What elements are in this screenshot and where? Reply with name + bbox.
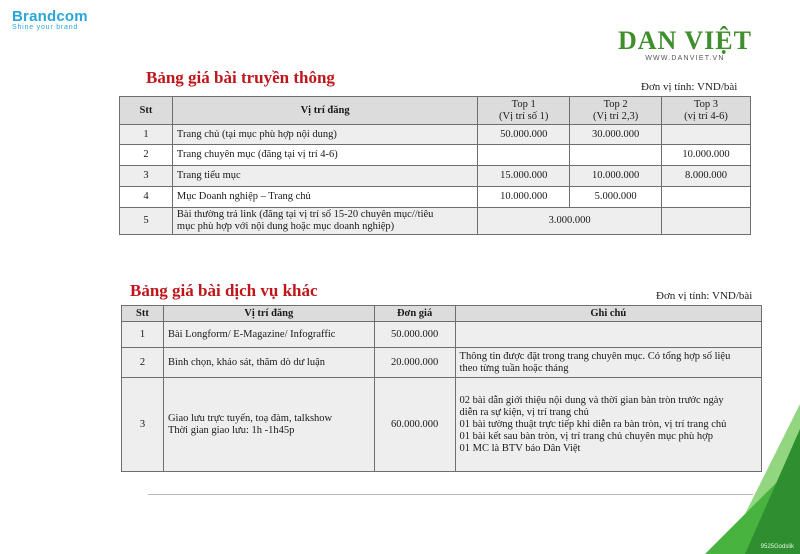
cell-position: Bình chọn, khảo sát, thăm dò dư luận xyxy=(163,348,374,378)
cell-stt: 4 xyxy=(120,187,173,208)
header-stt: Stt xyxy=(120,97,173,125)
table-row xyxy=(120,166,751,187)
note-line: 01 bài tường thuật trực tiếp khi diễn ra bàn tròn, vị trí trang chủ xyxy=(459,418,727,430)
cell-position xyxy=(163,378,374,472)
cell-position: Mục Doanh nghiệp – Trang chủ xyxy=(172,187,477,208)
table-row xyxy=(122,348,762,378)
cell-stt: 1 xyxy=(120,125,173,145)
cell-top2: 5.000.000 xyxy=(570,187,662,208)
header-top2-line1: Top 2 xyxy=(603,98,628,110)
cell-top3 xyxy=(662,125,751,145)
table-row xyxy=(120,187,751,208)
cell-top3 xyxy=(662,187,751,208)
table-row xyxy=(120,145,751,166)
watermark: 9525Godslik xyxy=(760,544,794,550)
cell-stt: 1 xyxy=(122,322,164,348)
logo-url: WWW.DANVIET.VN xyxy=(645,55,725,62)
cell-top1: 10.000.000 xyxy=(478,187,570,208)
table-row xyxy=(122,322,762,348)
footer-divider xyxy=(148,494,753,495)
cell-top2 xyxy=(570,145,662,166)
cell-price: 60.000.000 xyxy=(374,378,455,472)
table-header-row xyxy=(120,97,751,125)
cell-top2: 10.000.000 xyxy=(570,166,662,187)
media-price-table xyxy=(119,96,751,235)
header-price: Đơn giá xyxy=(374,306,455,322)
table-row xyxy=(122,378,762,472)
cell-position: Trang chuyên mục (đăng tại vị trí 4-6) xyxy=(172,145,477,166)
note-line: Thông tin được đặt trong trang chuyên mục. Có tổng hợp số liệu xyxy=(459,350,731,362)
header-top2 xyxy=(570,97,662,125)
brand-name: Brandcom xyxy=(12,8,88,25)
cell-stt: 5 xyxy=(120,208,173,235)
table-header-row xyxy=(122,306,762,322)
header-top3 xyxy=(662,97,751,125)
cell-stt: 2 xyxy=(120,145,173,166)
cell-position: Trang tiểu mục xyxy=(172,166,477,187)
cell-note xyxy=(455,378,761,472)
header-stt: Stt xyxy=(122,306,164,322)
cell-position xyxy=(172,208,477,235)
cell-note xyxy=(455,322,761,348)
cell-top3: 8.000.000 xyxy=(662,166,751,187)
cell-note xyxy=(455,348,761,378)
service-price-table xyxy=(121,305,762,472)
header-top3-line1: Top 3 xyxy=(694,98,719,110)
header-top2-line2: (Vị trí 2,3) xyxy=(593,110,639,122)
cell-top2: 30.000.000 xyxy=(570,125,662,145)
header-position: Vị trí đăng xyxy=(163,306,374,322)
note-line: 02 bài dẫn giới thiệu nội dung và thời gian bàn tròn trước ngày xyxy=(459,394,724,406)
cell-top1 xyxy=(478,145,570,166)
corner-decoration-dark xyxy=(745,429,800,554)
cell-position: Bài Longform/ E-Magazine/ Infograffic xyxy=(163,322,374,348)
cell-merged-price: 3.000.000 xyxy=(478,208,662,235)
header-top3-line2: (vị trí 4-6) xyxy=(684,110,728,122)
cell-position: Trang chủ (tại mục phù hợp nội dung) xyxy=(172,125,477,145)
header-note: Ghi chú xyxy=(455,306,761,322)
logo-name: DAN VIỆT xyxy=(618,26,752,55)
position-line: Thời gian giao lưu: 1h -1h45p xyxy=(167,424,295,436)
note-line: diễn ra sự kiện, vị trí trang chủ xyxy=(459,406,589,418)
note-line: 01 bài kết sau bàn tròn, vị trí trang chủ chuyên mục phù hợp xyxy=(459,430,713,442)
table-row xyxy=(120,208,751,235)
header-top1 xyxy=(478,97,570,125)
note-line: 01 MC là BTV báo Dân Việt xyxy=(459,442,581,454)
cell-position-line2: mục phù hợp với nội dung hoặc mục doanh nghiệp) xyxy=(176,221,395,232)
cell-top3: 10.000.000 xyxy=(662,145,751,166)
header-position: Vị trí đăng xyxy=(172,97,477,125)
position-line: Giao lưu trực tuyến, toạ đàm, talkshow xyxy=(167,412,333,424)
cell-stt: 3 xyxy=(120,166,173,187)
header-top1-line2: (Vị trí số 1) xyxy=(499,110,549,122)
table1-unit: Đơn vị tính: VND/bài xyxy=(641,81,738,93)
cell-empty xyxy=(662,208,751,235)
danviet-logo xyxy=(618,28,752,62)
cell-stt: 2 xyxy=(122,348,164,378)
header-top1-line1: Top 1 xyxy=(511,98,536,110)
brand-tagline: Shine your brand xyxy=(12,24,79,31)
table2-title: Bảng giá bài dịch vụ khác xyxy=(130,281,318,300)
table1-title: Bảng giá bài truyền thông xyxy=(146,68,335,87)
cell-price: 50.000.000 xyxy=(374,322,455,348)
brandcom-logo xyxy=(12,8,88,31)
note-line: theo từng tuần hoặc tháng xyxy=(459,362,569,374)
cell-top1: 50.000.000 xyxy=(478,125,570,145)
cell-price: 20.000.000 xyxy=(374,348,455,378)
cell-position-line1: Bài thường trả link (đăng tại vị trí số 15-20 chuyên mục//tiêu xyxy=(176,209,434,220)
cell-stt: 3 xyxy=(122,378,164,472)
cell-top1: 15.000.000 xyxy=(478,166,570,187)
table2-unit: Đơn vị tính: VND/bài xyxy=(656,290,753,302)
table-row xyxy=(120,125,751,145)
